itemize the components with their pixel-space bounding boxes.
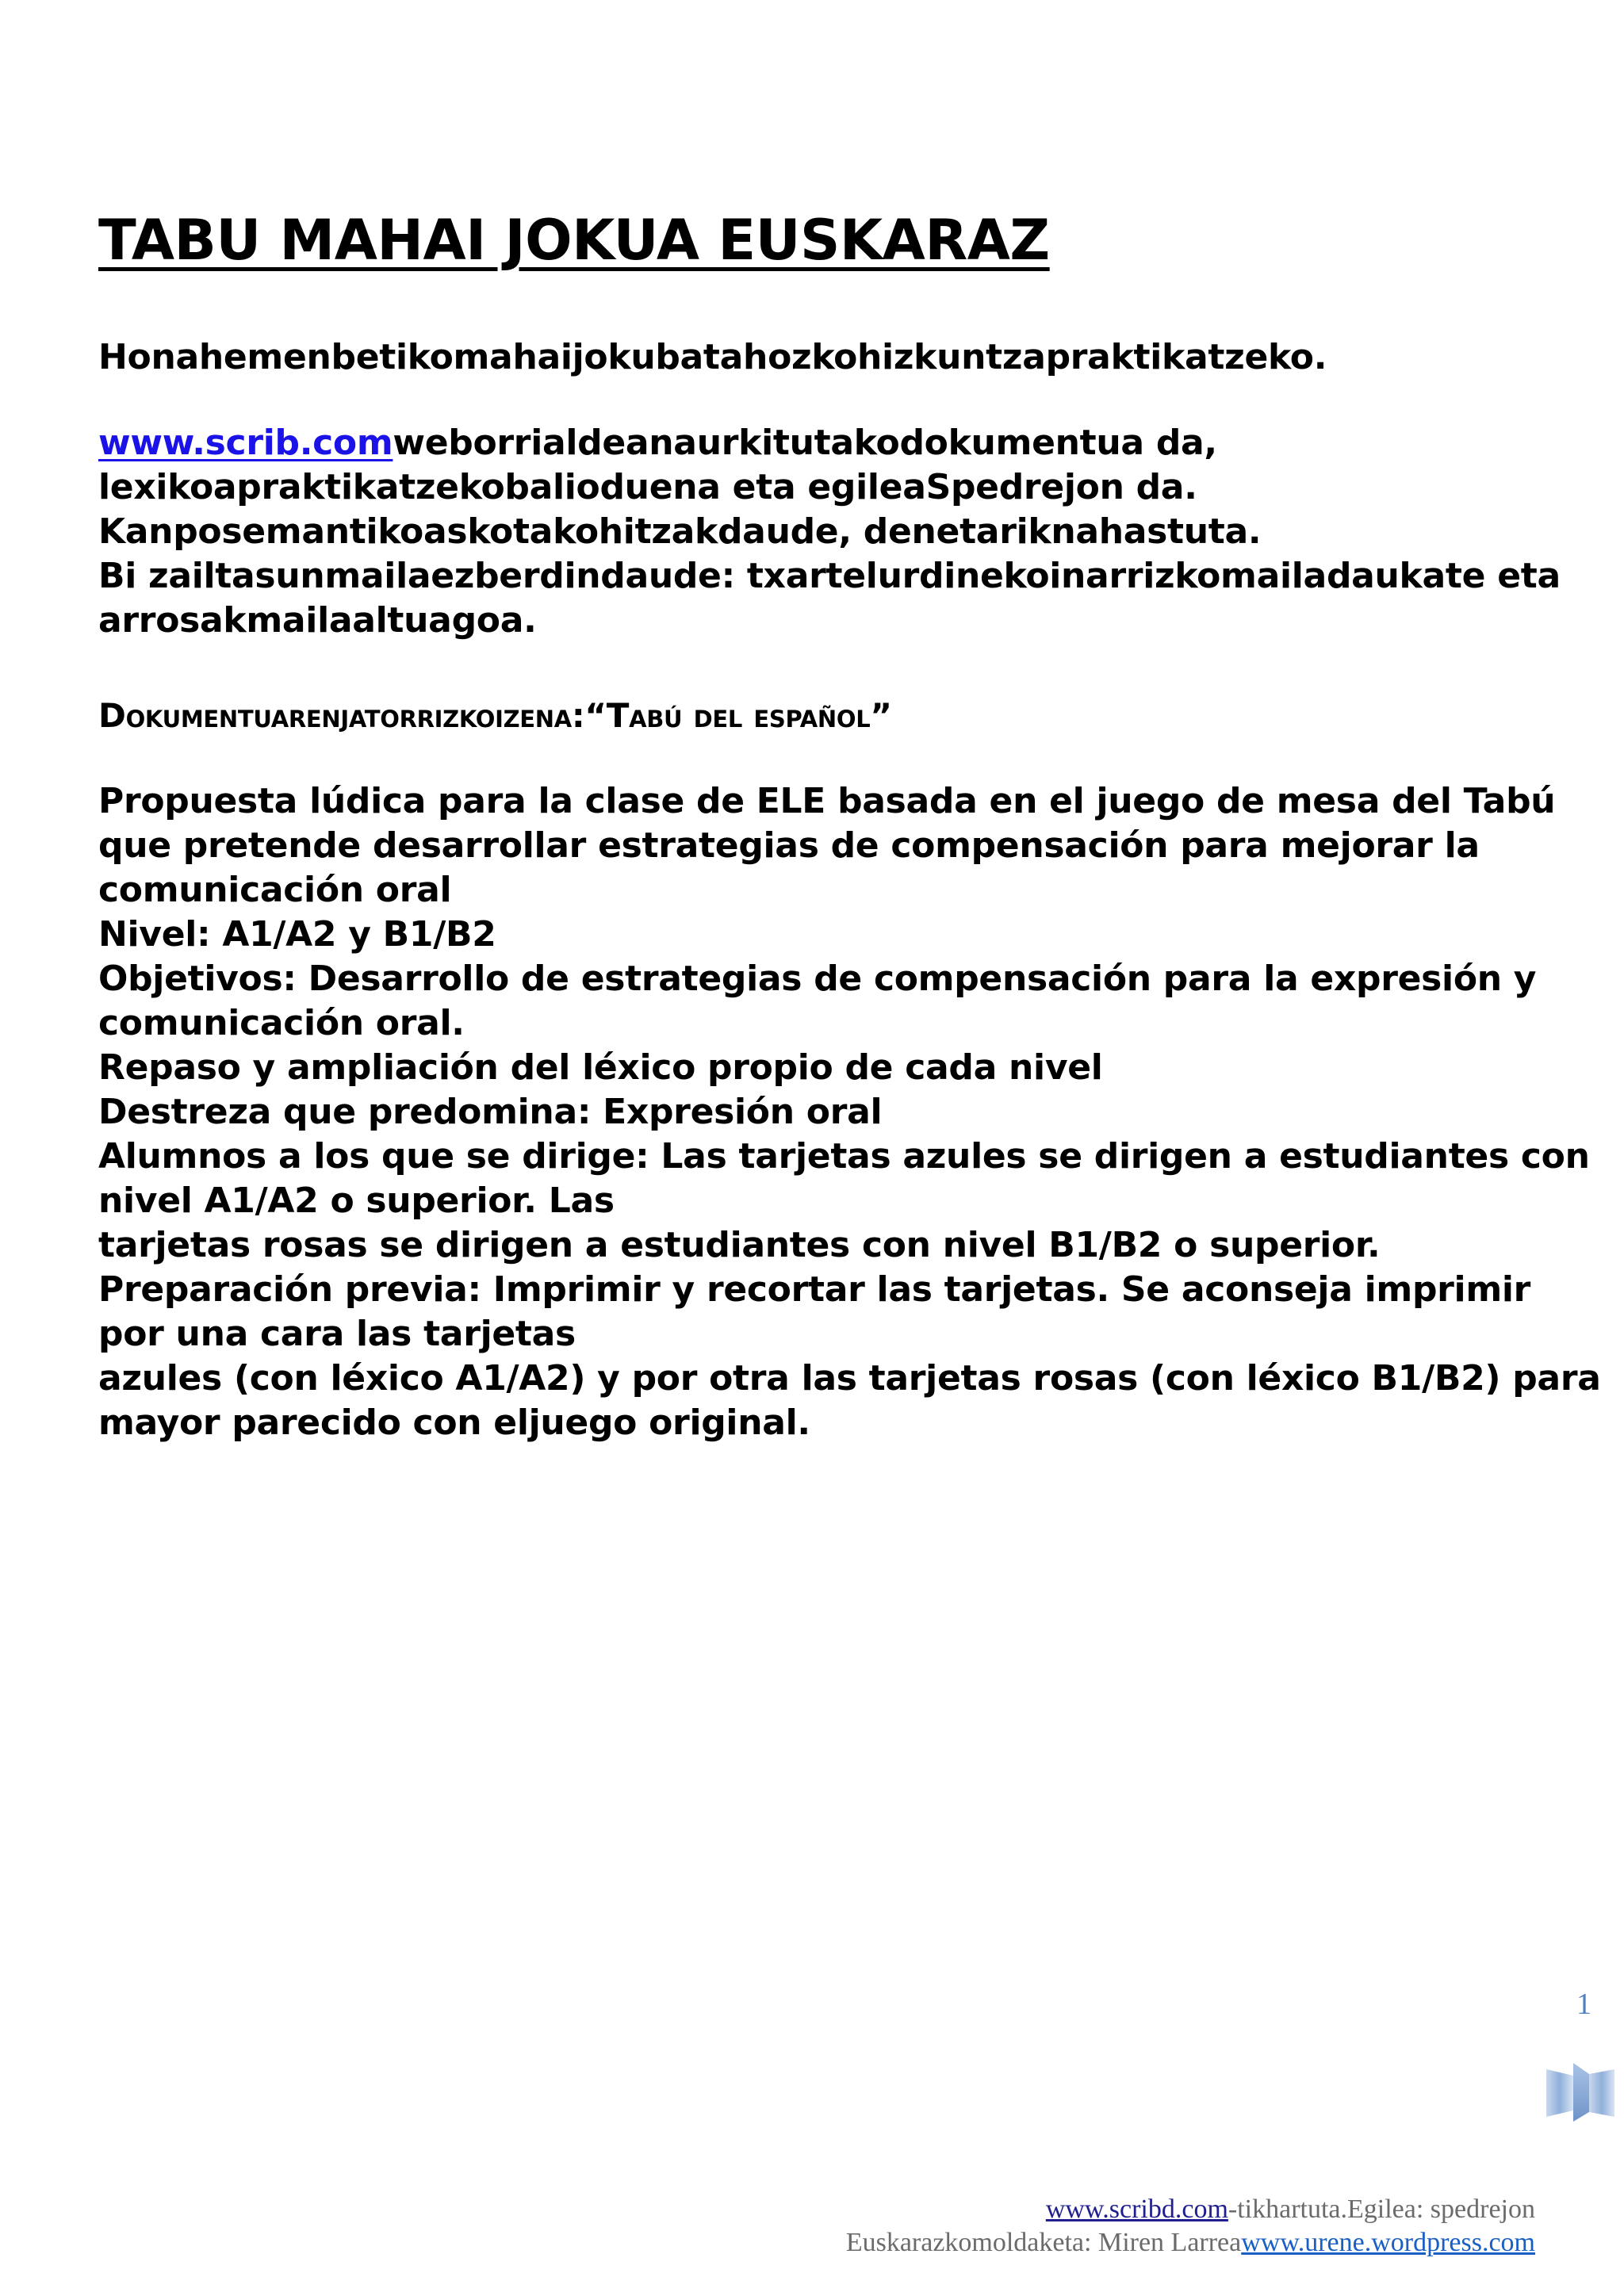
description-line-1-rest: weborrialdeanaurkitutakodokumentua da, <box>393 423 1217 463</box>
spanish-line: comunicación oral. <box>98 1003 465 1043</box>
description-line-5: arrosakmailaaltuagoa. <box>98 600 537 641</box>
scrib-link[interactable]: www.scrib.com <box>98 423 393 463</box>
spanish-line: tarjetas rosas se dirigen a estudiantes con nivel B1/B2 o superior. <box>98 1225 1381 1265</box>
spanish-line: Repaso y ampliación del léxico propio de cada nivel <box>98 1047 1103 1088</box>
description-line-4: Bi zailtasunmailaezberdindaude: txartelurdinekoinarrizkomailadaukate eta <box>98 556 1561 596</box>
description-paragraph <box>98 421 1561 643</box>
footer <box>846 2193 1535 2260</box>
footer-line-1 <box>846 2193 1535 2226</box>
spanish-line: mayor parecido con eljuego original. <box>98 1402 810 1443</box>
urene-footer-link[interactable]: www.urene.wordpress.com <box>1241 2228 1535 2257</box>
spanish-line: azules (con léxico A1/A2) y por otra las tarjetas rosas (con léxico B1/B2) para <box>98 1358 1601 1399</box>
description-line-2: lexikoapraktikatzekobalioduena eta egileaSpedrejon da. <box>98 467 1197 507</box>
source-title: Dokumentuarenjatorrizkoizena:“Tabú del español” <box>98 696 892 735</box>
spanish-line: que pretende desarrollar estrategias de compensación para mejorar la <box>98 825 1480 866</box>
description-line-3: Kanposemantikoaskotakohitzakdaude, denetariknahastuta. <box>98 511 1262 552</box>
spanish-line: Preparación previa: Imprimir y recortar las tarjetas. Se aconseja imprimir <box>98 1269 1531 1310</box>
footer-line-2-text: Euskarazkomoldaketa: Miren Larrea <box>845 2228 1242 2257</box>
spanish-line: comunicación oral <box>98 870 452 910</box>
spanish-line: Destreza que predomina: Expresión oral <box>98 1092 883 1132</box>
spanish-line: Propuesta lúdica para la clase de ELE basada en el juego de mesa del Tabú <box>98 781 1556 821</box>
spanish-line: Alumnos a los que se dirige: Las tarjetas azules se dirigen a estudiantes con <box>98 1136 1590 1177</box>
footer-line-1-text: -tikhartuta.Egilea: spedrejon <box>1228 2195 1535 2224</box>
description-line-1 <box>98 421 1549 465</box>
page-number: 1 <box>1576 1988 1591 2021</box>
spanish-line: por una cara las tarjetas <box>98 1314 576 1354</box>
intro-text: Honahemenbetikomahaijokubatahozkohizkuntzapraktikatzeko. <box>98 337 1327 377</box>
spanish-paragraph <box>98 779 1601 1445</box>
page-title: TABU MAHAI JOKUA EUSKARAZ <box>98 208 1050 273</box>
document-body <box>98 202 1601 1445</box>
spanish-line: Nivel: A1/A2 y B1/B2 <box>98 914 496 955</box>
footer-line-2 <box>846 2226 1535 2260</box>
spanish-line: nivel A1/A2 o superior. Las <box>98 1181 615 1221</box>
spanish-line: Objetivos: Desarrollo de estrategias de compensación para la expresión y <box>98 959 1537 999</box>
page-corner-icon <box>1542 2058 1618 2125</box>
scribd-footer-link[interactable]: www.scribd.com <box>1045 2195 1228 2224</box>
